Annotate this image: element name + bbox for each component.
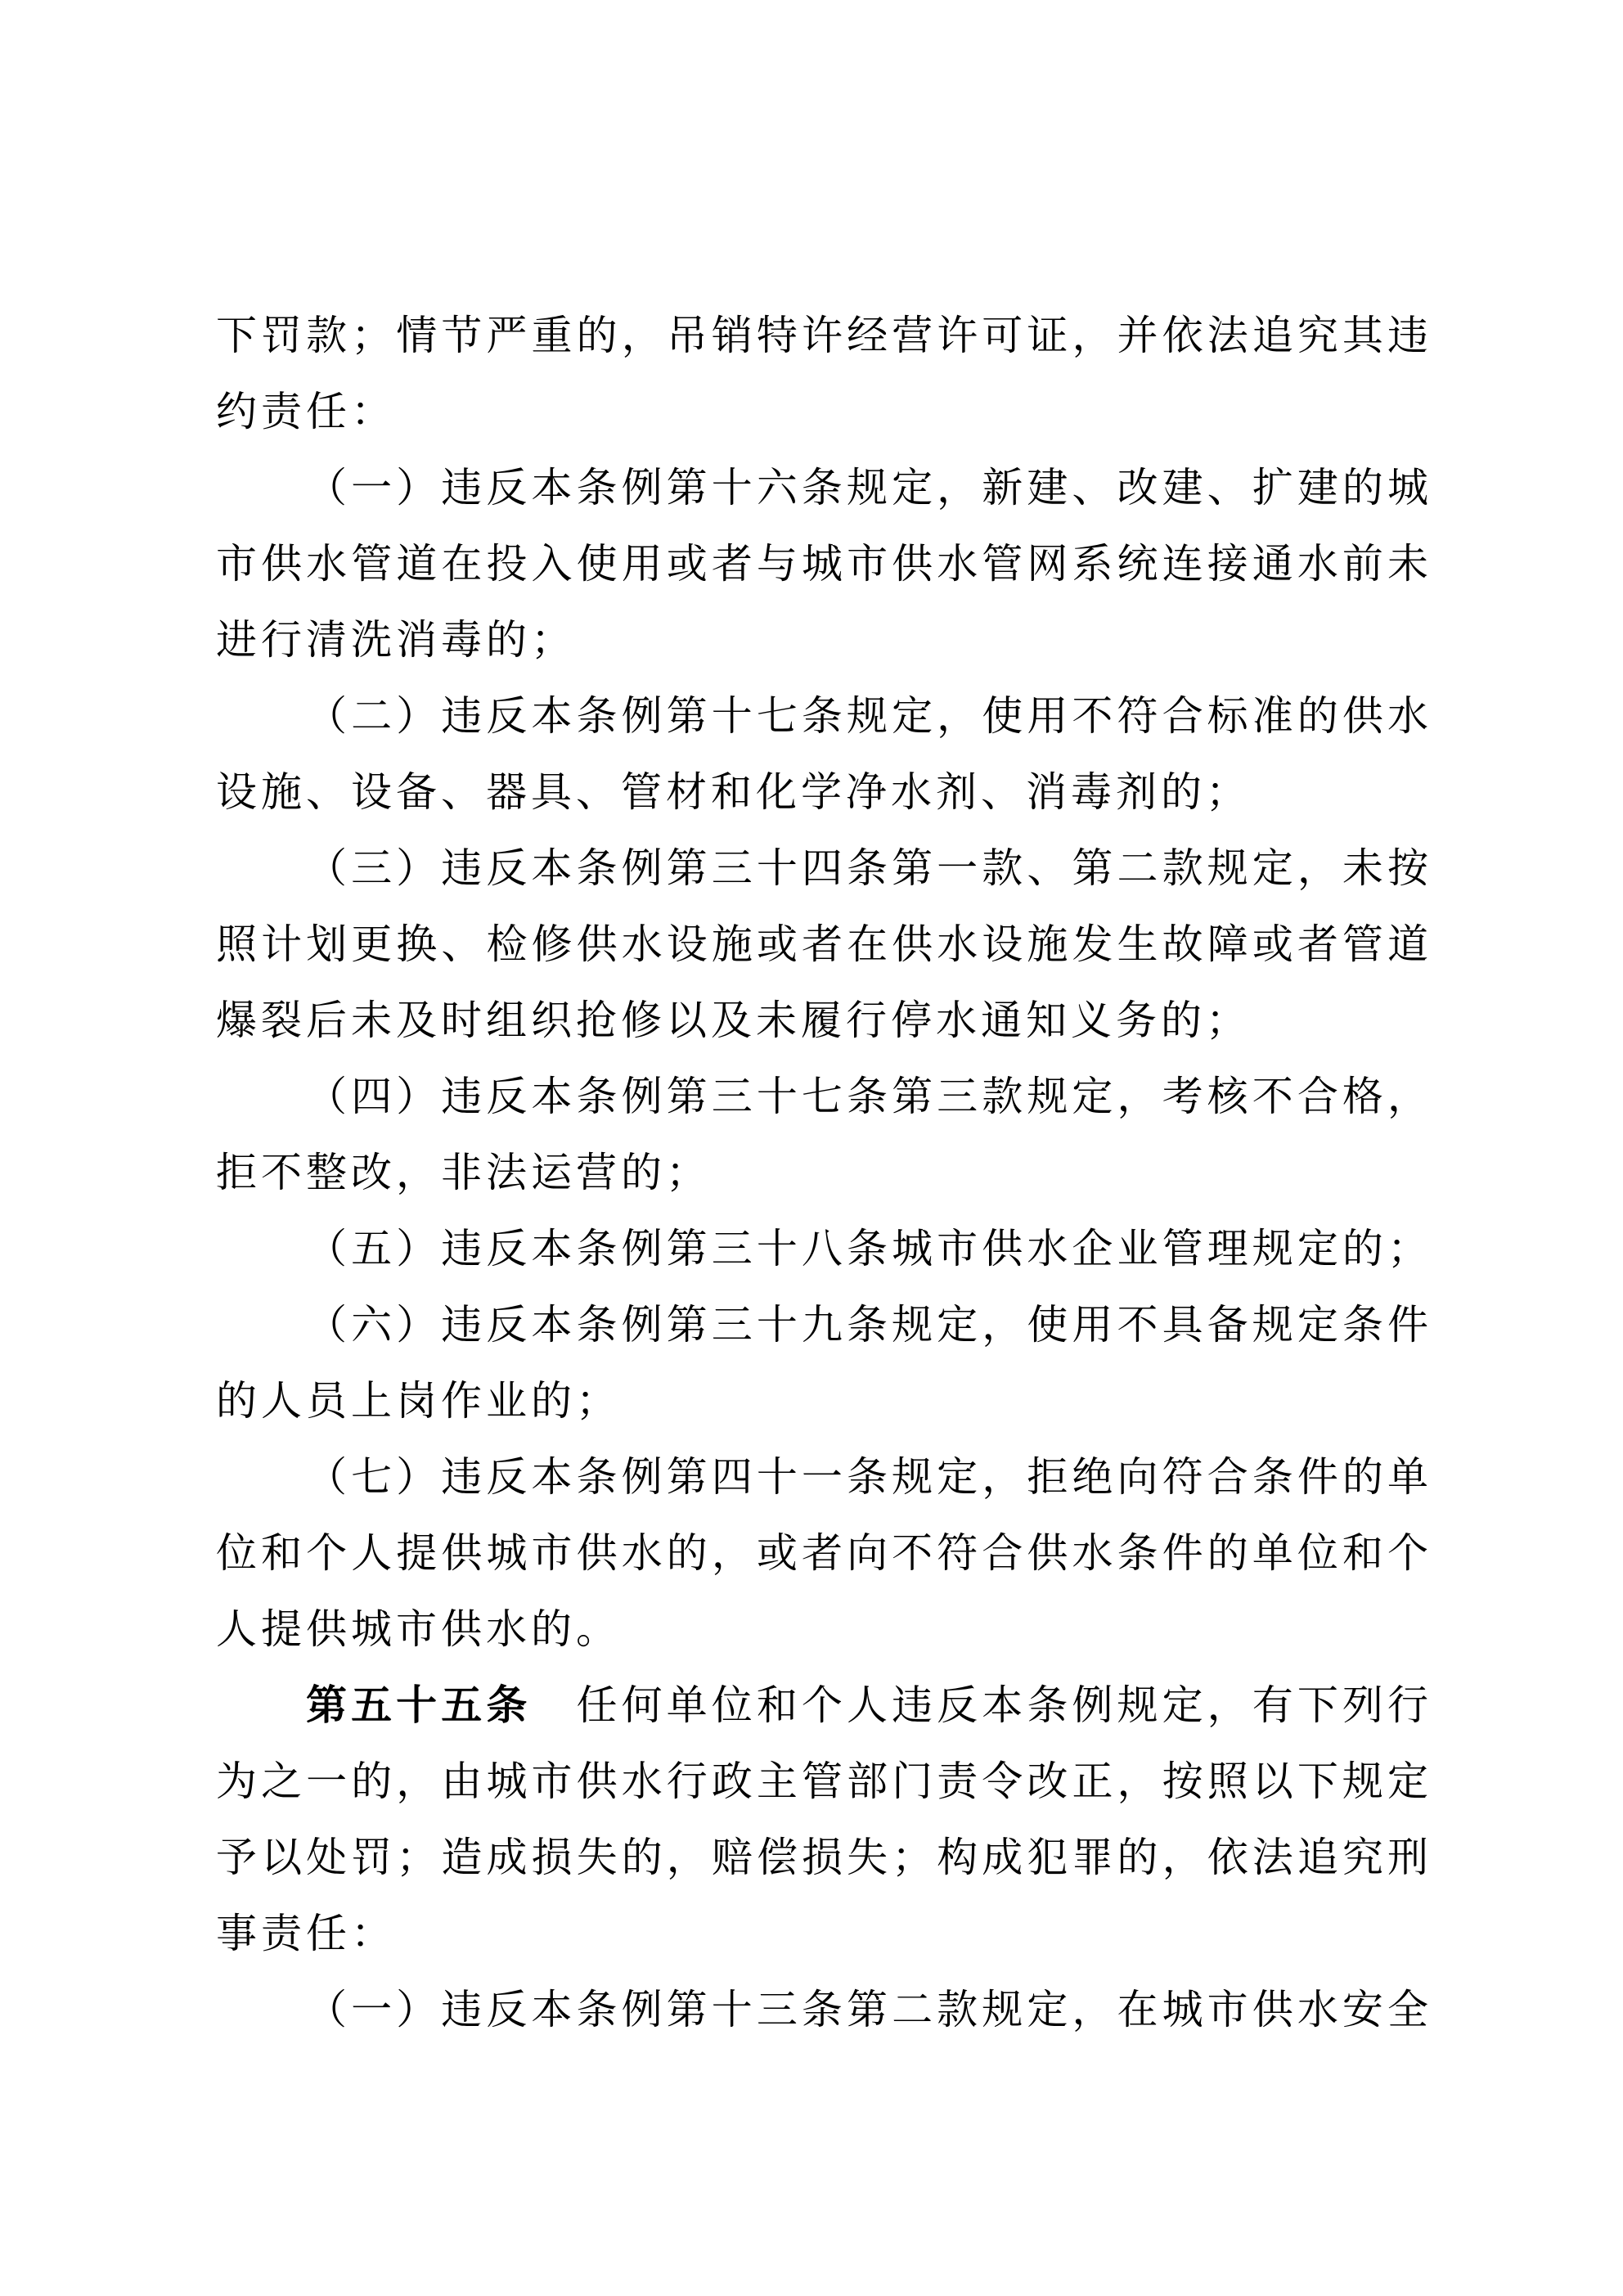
- article-number: 第五十五条: [306, 1682, 532, 1728]
- text-line-item-1: （一）违反本条例第十六条规定，新建、改建、扩建的城: [306, 465, 1432, 511]
- text-line: 爆裂后未及时组织抢修以及未履行停水通知义务的；: [216, 997, 1251, 1043]
- text-line-item-6: （六）违反本条例第三十九条规定，使用不具备规定条件: [306, 1302, 1432, 1348]
- text-line: 约责任：: [216, 389, 396, 434]
- text-line-item-7: （七）违反本条例第四十一条规定，拒绝向符合条件的单: [306, 1454, 1432, 1500]
- text-line: 下罚款；情节严重的，吊销特许经营许可证，并依法追究其违: [216, 313, 1432, 358]
- text-line: 位和个人提供城市供水的，或者向不符合供水条件的单位和个: [216, 1530, 1432, 1576]
- text-line: 为之一的，由城市供水行政主管部门责令改正，按照以下规定: [216, 1758, 1432, 1804]
- article-55-heading-line: [216, 1668, 1432, 1744]
- text-line-item-8: （一）违反本条例第十三条第二款规定，在城市供水安全: [306, 1987, 1432, 2033]
- text-line: 予以处罚；造成损失的，赔偿损失；构成犯罪的，依法追究刑: [216, 1835, 1432, 1880]
- document-body: [216, 298, 1432, 2048]
- text-line: 照计划更换、检修供水设施或者在供水设施发生故障或者管道: [216, 921, 1432, 967]
- text-line: 进行清洗消毒的；: [216, 617, 576, 663]
- text-line: 设施、设备、器具、管材和化学净水剂、消毒剂的；: [216, 769, 1251, 815]
- text-line: 市供水管道在投入使用或者与城市供水管网系统连接通水前未: [216, 541, 1432, 587]
- text-line: 的人员上岗作业的；: [216, 1378, 621, 1424]
- text-line-item-3: （三）违反本条例第三十四条第一款、第二款规定，未按: [306, 845, 1432, 891]
- article-text: 任何单位和个人违反本条例规定，有下列行: [531, 1682, 1433, 1728]
- text-line-item-5: （五）违反本条例第三十八条城市供水企业管理规定的；: [306, 1226, 1432, 1272]
- text-line-item-2: （二）违反本条例第十七条规定，使用不符合标准的供水: [306, 693, 1432, 739]
- text-line-item-4: （四）违反本条例第三十七条第三款规定，考核不合格，: [306, 1074, 1432, 1119]
- text-line: 事责任：: [216, 1911, 396, 1956]
- text-line: 人提供城市供水的。: [216, 1606, 621, 1652]
- text-line: 拒不整改，非法运营的；: [216, 1150, 711, 1195]
